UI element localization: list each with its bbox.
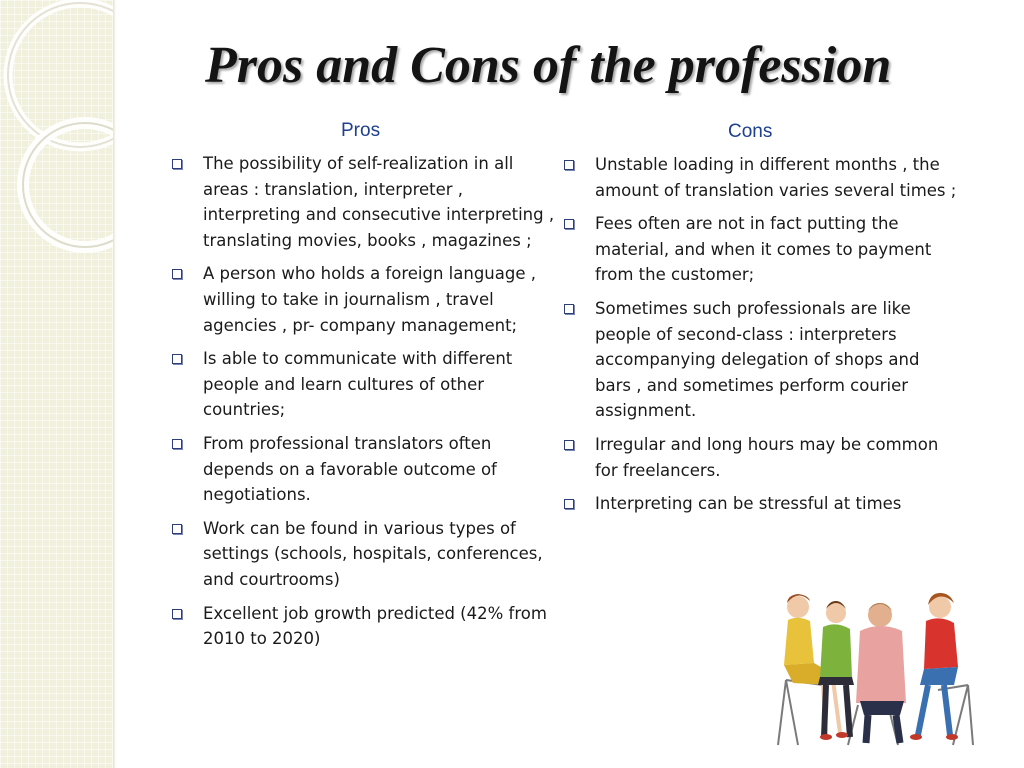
pros-heading: Pros [341, 120, 381, 141]
cons-item-text: Fees often are not in fact putting the material, and when it comes to payment from the customer; [595, 214, 932, 285]
square-bullet-icon [172, 269, 182, 279]
cons-item [564, 211, 959, 288]
side-panel-edge [113, 0, 116, 768]
square-bullet-icon [564, 304, 574, 314]
cons-item [564, 152, 959, 203]
pros-item [172, 516, 562, 593]
pros-item [172, 431, 562, 508]
pros-item-text: Work can be found in various types of settings (schools, hospitals, conferences, and courtrooms) [203, 518, 543, 589]
pros-item-text: The possibility of self-realization in all areas : translation, interpreter , interpreting and consecutive interpreting , translating movies, books , magazines ; [203, 154, 555, 250]
decorative-side-panel [0, 0, 113, 768]
pros-item-text: From professional translators often depends on a favorable outcome of negotiations. [203, 433, 497, 505]
square-bullet-icon [172, 439, 182, 449]
pros-item [172, 601, 562, 652]
pros-item [172, 151, 562, 253]
cons-item-text: Sometimes such professionals are like people of second-class : interpreters accompanying delegation of shops and bars , and sometimes perform courier assignment. [595, 298, 920, 421]
pros-item-text: A person who holds a foreign language , willing to take in journalism , travel agencies , pr- company management; [203, 264, 536, 335]
people-talking-illustration [768, 585, 978, 750]
square-bullet-icon [564, 219, 574, 229]
cons-item [564, 432, 959, 483]
square-bullet-icon [564, 160, 574, 170]
cons-heading: Cons [728, 121, 773, 142]
cons-item-text: Unstable loading in different months , the amount of translation varies several times ; [595, 155, 957, 200]
square-bullet-icon [564, 440, 574, 450]
pros-list [172, 151, 562, 660]
square-bullet-icon [564, 499, 574, 509]
decorative-circles [0, 0, 113, 768]
pros-item-text: Is able to communicate with different people and learn cultures of other countries; [203, 349, 513, 420]
cons-item [564, 296, 959, 424]
square-bullet-icon [172, 524, 182, 534]
cons-item-text: Interpreting can be stressful at times [595, 494, 902, 514]
square-bullet-icon [172, 159, 182, 169]
slide-title: Pros and Cons of the profession [205, 37, 892, 94]
pros-item [172, 346, 562, 423]
pros-item-text: Excellent job growth predicted (42% from 2010 to 2020) [203, 603, 547, 649]
square-bullet-icon [172, 354, 182, 364]
square-bullet-icon [172, 609, 182, 619]
cons-item [564, 491, 959, 517]
cons-list [564, 152, 959, 525]
cons-item-text: Irregular and long hours may be common for freelancers. [595, 434, 939, 480]
pros-item [172, 261, 562, 338]
